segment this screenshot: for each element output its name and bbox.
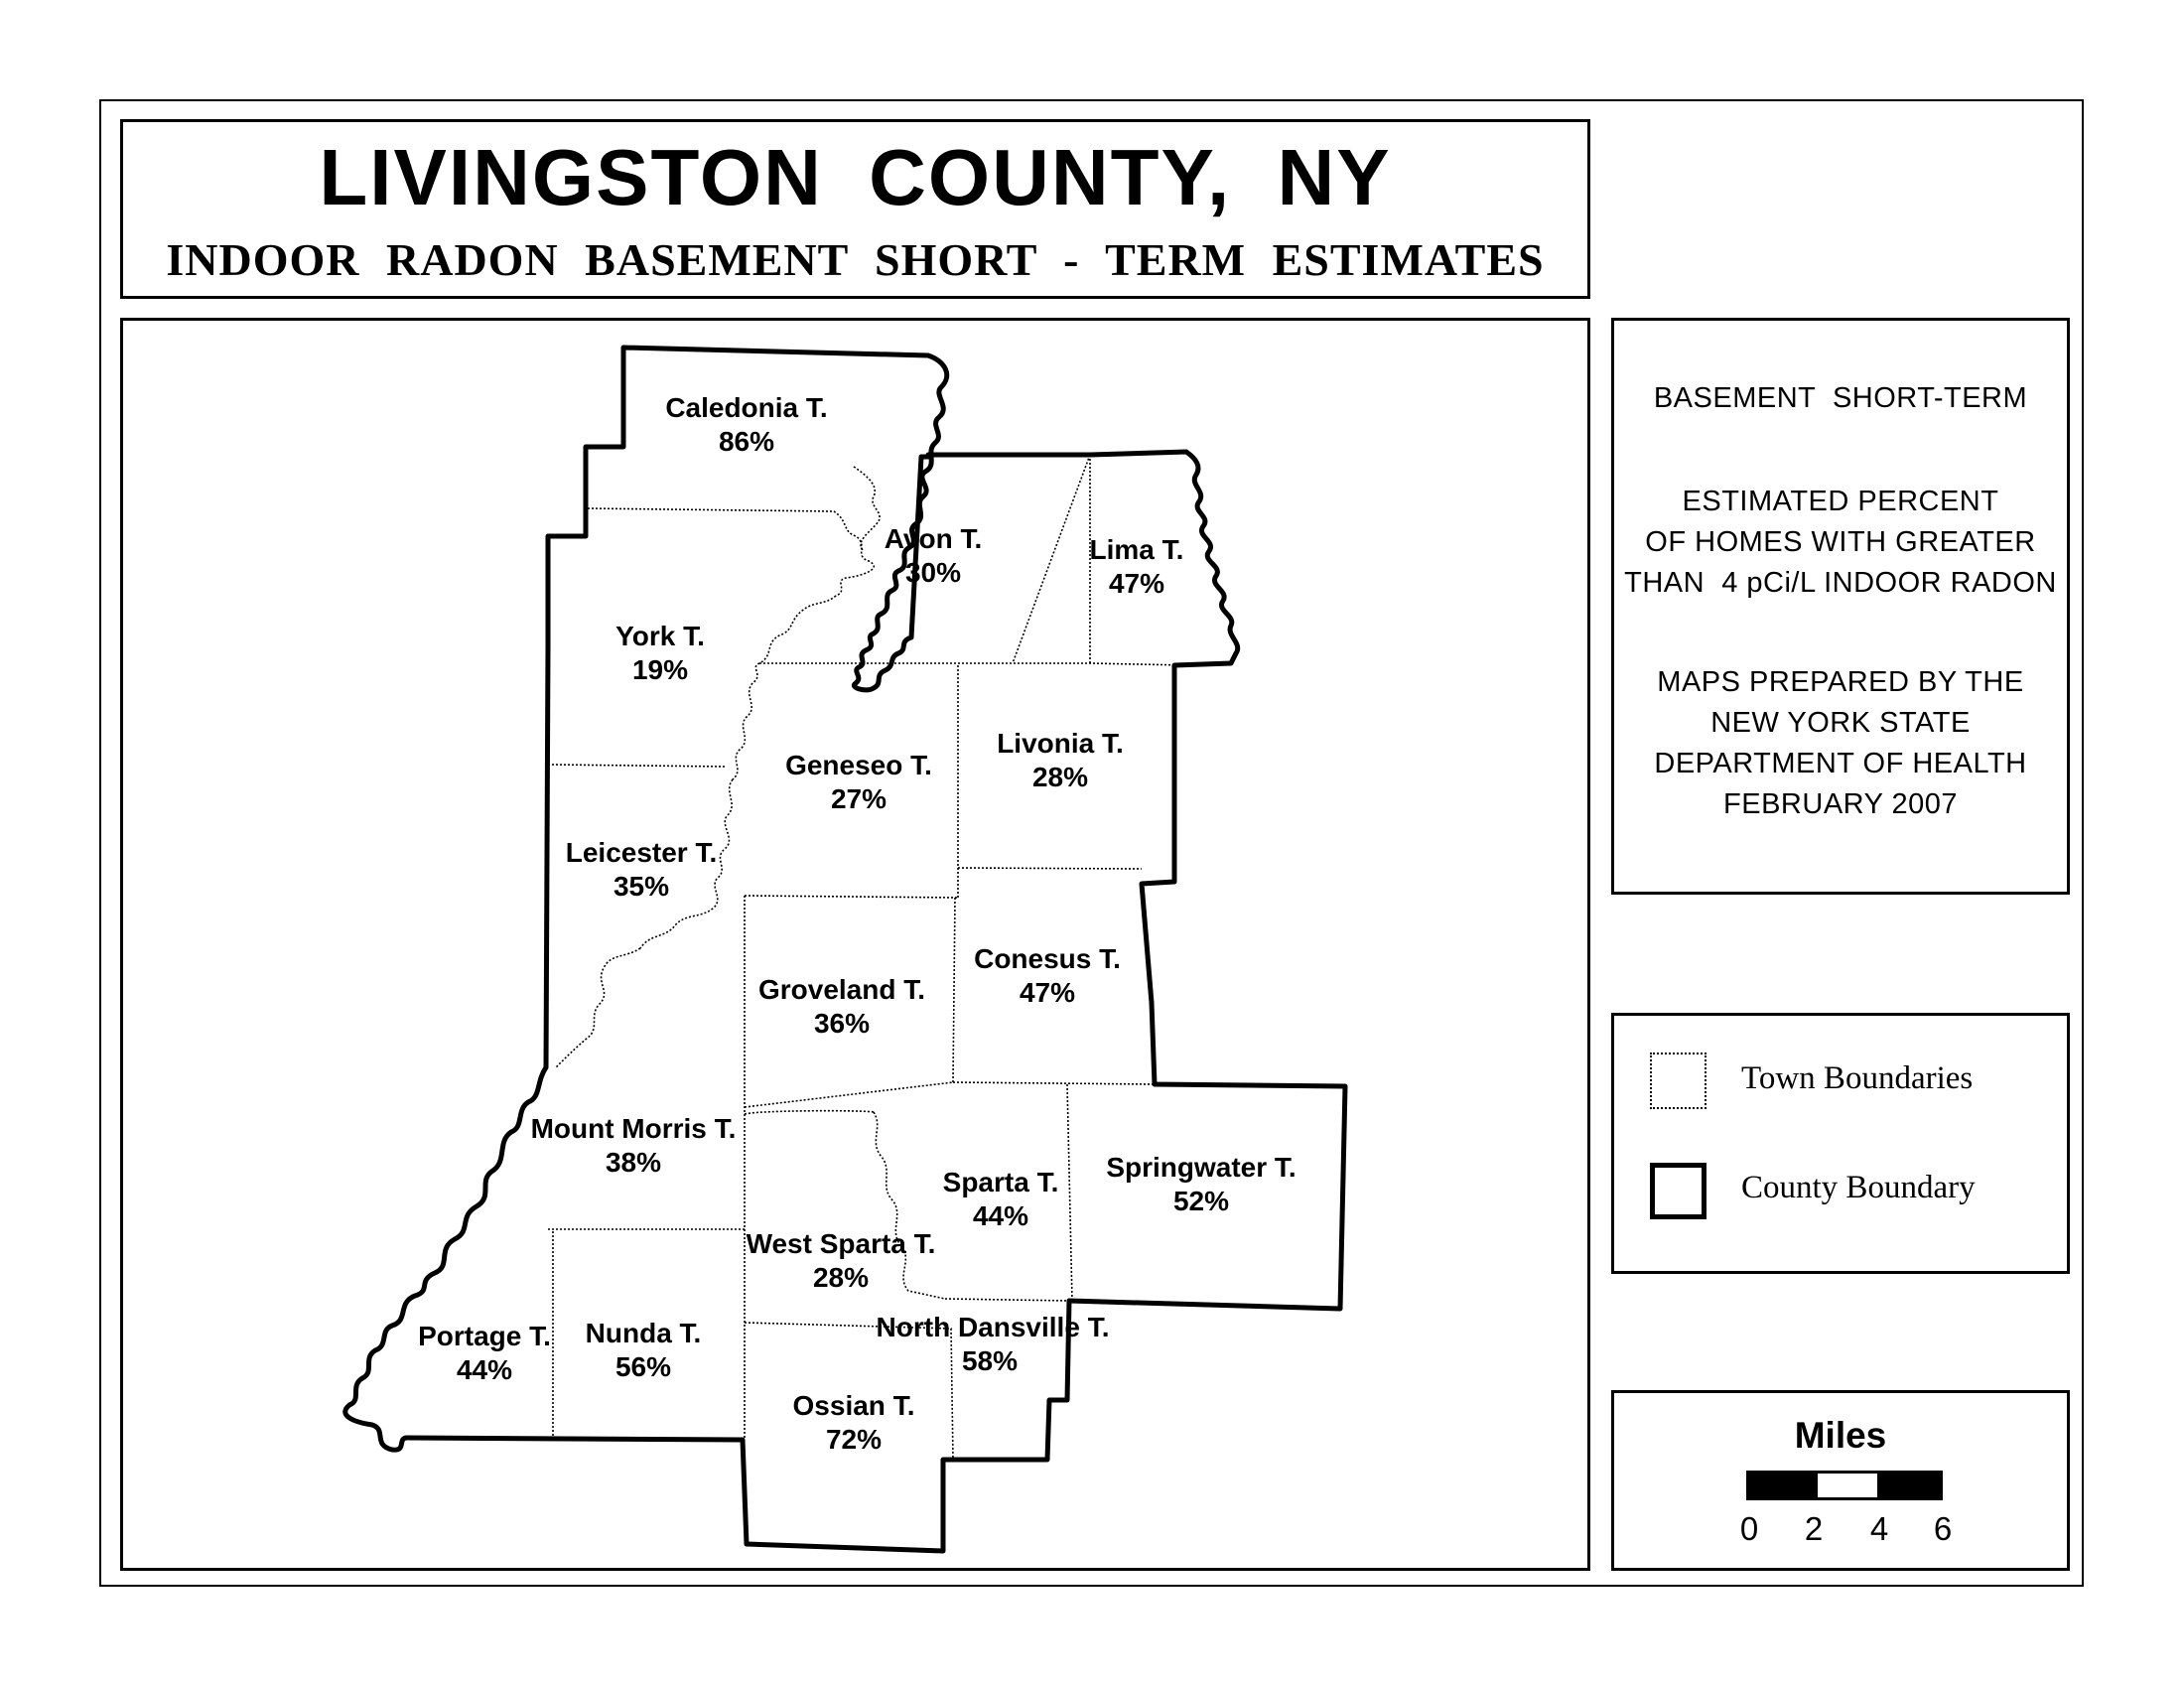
county-boundary-swatch [1650,1163,1706,1219]
credit-line: DEPARTMENT OF HEALTH [1654,748,2027,779]
town-name: Leicester T. [565,837,718,868]
town-name: Sparta T. [942,1167,1059,1197]
scale-segment [1877,1471,1943,1500]
town-value: 72% [825,1424,883,1455]
county-boundary-label: County Boundary [1741,1170,1976,1205]
town-name: Portage T. [418,1321,551,1351]
credit-line: NEW YORK STATE [1710,707,1971,739]
town-boundary-label: Town Boundaries [1741,1060,1974,1096]
town-value: 27% [830,783,887,814]
scale-panel [1611,1390,2070,1571]
map-subtitle: INDOOR RADON BASEMENT SHORT - TERM ESTIMATES [166,234,1545,285]
town-name: York T. [615,621,705,651]
town-name: Ossian T. [792,1390,915,1421]
scale-tick: 0 [1739,1510,1759,1547]
info-line: OF HOMES WITH GREATER [1645,526,2036,558]
town-value: 47% [1019,977,1076,1008]
town-value: 28% [1031,762,1089,792]
town-name: Mount Morris T. [530,1113,737,1144]
town-value: 44% [456,1354,513,1385]
info-line: ESTIMATED PERCENT [1682,486,1999,517]
info-panel [1611,318,2070,895]
legend-panel [1611,1013,2070,1274]
town-name: Nunda T. [585,1318,702,1348]
town-value: 52% [1172,1186,1230,1216]
town-value: 19% [631,654,689,685]
scale-title: Miles [1794,1415,1887,1456]
town-boundary-swatch [1650,1053,1706,1109]
scale-segment [1815,1471,1880,1500]
town-value: 47% [1108,568,1165,599]
town-name: Livonia T. [997,728,1124,759]
scale-tick: 6 [1933,1510,1953,1547]
town-name: Conesus T. [974,943,1121,974]
credit-line: MAPS PREPARED BY THE [1657,666,2024,698]
scale-tick: 4 [1869,1510,1889,1547]
town-name: North Dansville T. [876,1312,1110,1342]
town-value: 38% [605,1147,662,1178]
map-title: LIVINGSTON COUNTY, NY [319,133,1392,221]
town-value: 35% [613,871,670,902]
scale-tick: 2 [1804,1510,1824,1547]
town-name: West Sparta T. [746,1228,936,1259]
info-heading: BASEMENT SHORT-TERM [1653,382,2028,414]
town-name: Lima T. [1089,534,1184,565]
town-value: 56% [614,1351,672,1382]
info-line: THAN 4 pCi/L INDOOR RADON [1624,567,2057,599]
town-value: 30% [904,557,962,588]
credit-line: FEBRUARY 2007 [1723,788,1958,820]
scale-segment [1746,1471,1818,1500]
town-value: 86% [718,426,775,457]
town-name: Avon T. [884,523,983,554]
town-name: Caledonia T. [665,392,828,423]
town-value: 28% [812,1262,870,1293]
town-name: Groveland T. [757,974,926,1005]
town-value: 44% [972,1200,1029,1231]
town-value: 58% [961,1345,1019,1376]
town-name: Geneseo T. [785,750,932,780]
town-value: 36% [813,1008,871,1039]
town-name: Springwater T. [1106,1152,1297,1183]
